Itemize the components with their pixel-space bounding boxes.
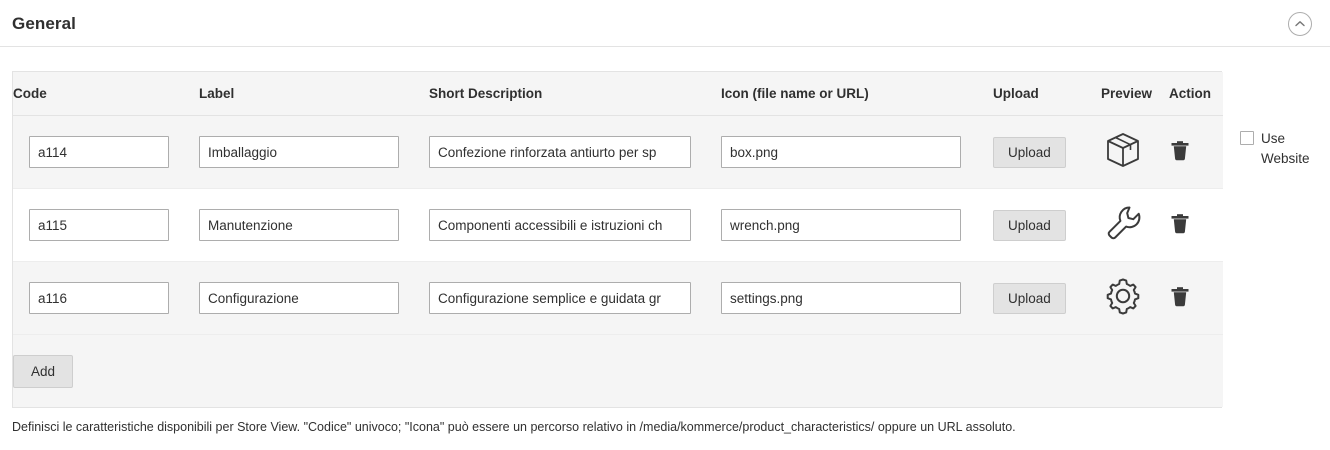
column-header-label: Label — [199, 72, 429, 116]
chevron-up-circle-icon[interactable] — [1288, 12, 1312, 36]
icon-input[interactable] — [721, 282, 961, 314]
cell-add — [13, 335, 1223, 408]
short-description-input[interactable] — [429, 209, 691, 241]
upload-button[interactable]: Upload — [993, 137, 1066, 168]
cell-upload — [993, 116, 1101, 189]
field-hint: Definisci le caratteristiche disponibili per Store View. "Codice" univoco; "Icona" può essere un percorso relativo in /media/kommerce/product_characteristics/ oppure un URL assoluto. — [12, 420, 1016, 434]
cell-label — [199, 116, 429, 189]
cell-code — [13, 116, 199, 189]
wrench-icon — [1101, 201, 1145, 245]
trash-icon[interactable] — [1169, 211, 1191, 235]
cell-icon — [721, 262, 993, 335]
cell-short-description — [429, 262, 721, 335]
characteristics-table — [12, 71, 1222, 408]
gear-icon — [1101, 274, 1145, 318]
cell-short-description — [429, 116, 721, 189]
cell-icon — [721, 189, 993, 262]
label-input[interactable] — [199, 282, 399, 314]
table-header-row — [13, 72, 1223, 116]
upload-button[interactable]: Upload — [993, 210, 1066, 241]
cell-code — [13, 262, 199, 335]
cell-code — [13, 189, 199, 262]
cell-preview — [1101, 189, 1169, 262]
table-row — [13, 189, 1223, 262]
trash-icon[interactable] — [1169, 138, 1191, 162]
upload-button[interactable]: Upload — [993, 283, 1066, 314]
column-header-icon: Icon (file name or URL) — [721, 72, 993, 116]
cell-action — [1169, 262, 1223, 335]
section-content — [0, 47, 1330, 434]
column-header-short-description: Short Description — [429, 72, 721, 116]
cell-preview — [1101, 262, 1169, 335]
column-header-upload: Upload — [993, 72, 1101, 116]
cell-label — [199, 262, 429, 335]
code-input[interactable] — [29, 209, 169, 241]
use-website-label: Use Website — [1261, 131, 1310, 166]
icon-input[interactable] — [721, 136, 961, 168]
section-header — [0, 0, 1330, 47]
short-description-input[interactable] — [429, 136, 691, 168]
page-title: General — [12, 14, 77, 33]
cell-icon — [721, 116, 993, 189]
table-footer-row — [13, 335, 1223, 408]
label-input[interactable] — [199, 136, 399, 168]
cell-preview — [1101, 116, 1169, 189]
use-website-field — [1240, 129, 1326, 169]
icon-input[interactable] — [721, 209, 961, 241]
use-website-checkbox[interactable] — [1240, 131, 1254, 145]
code-input[interactable] — [29, 136, 169, 168]
table-row — [13, 116, 1223, 189]
box-icon — [1101, 128, 1145, 172]
label-input[interactable] — [199, 209, 399, 241]
add-button[interactable]: Add — [13, 355, 73, 388]
column-header-action: Action — [1169, 72, 1223, 116]
cell-action — [1169, 116, 1223, 189]
cell-upload — [993, 189, 1101, 262]
cell-short-description — [429, 189, 721, 262]
column-header-preview: Preview — [1101, 72, 1169, 116]
cell-action — [1169, 189, 1223, 262]
cell-label — [199, 189, 429, 262]
column-header-code: Code — [13, 72, 199, 116]
code-input[interactable] — [29, 282, 169, 314]
table-row — [13, 262, 1223, 335]
trash-icon[interactable] — [1169, 284, 1191, 308]
cell-upload — [993, 262, 1101, 335]
short-description-input[interactable] — [429, 282, 691, 314]
